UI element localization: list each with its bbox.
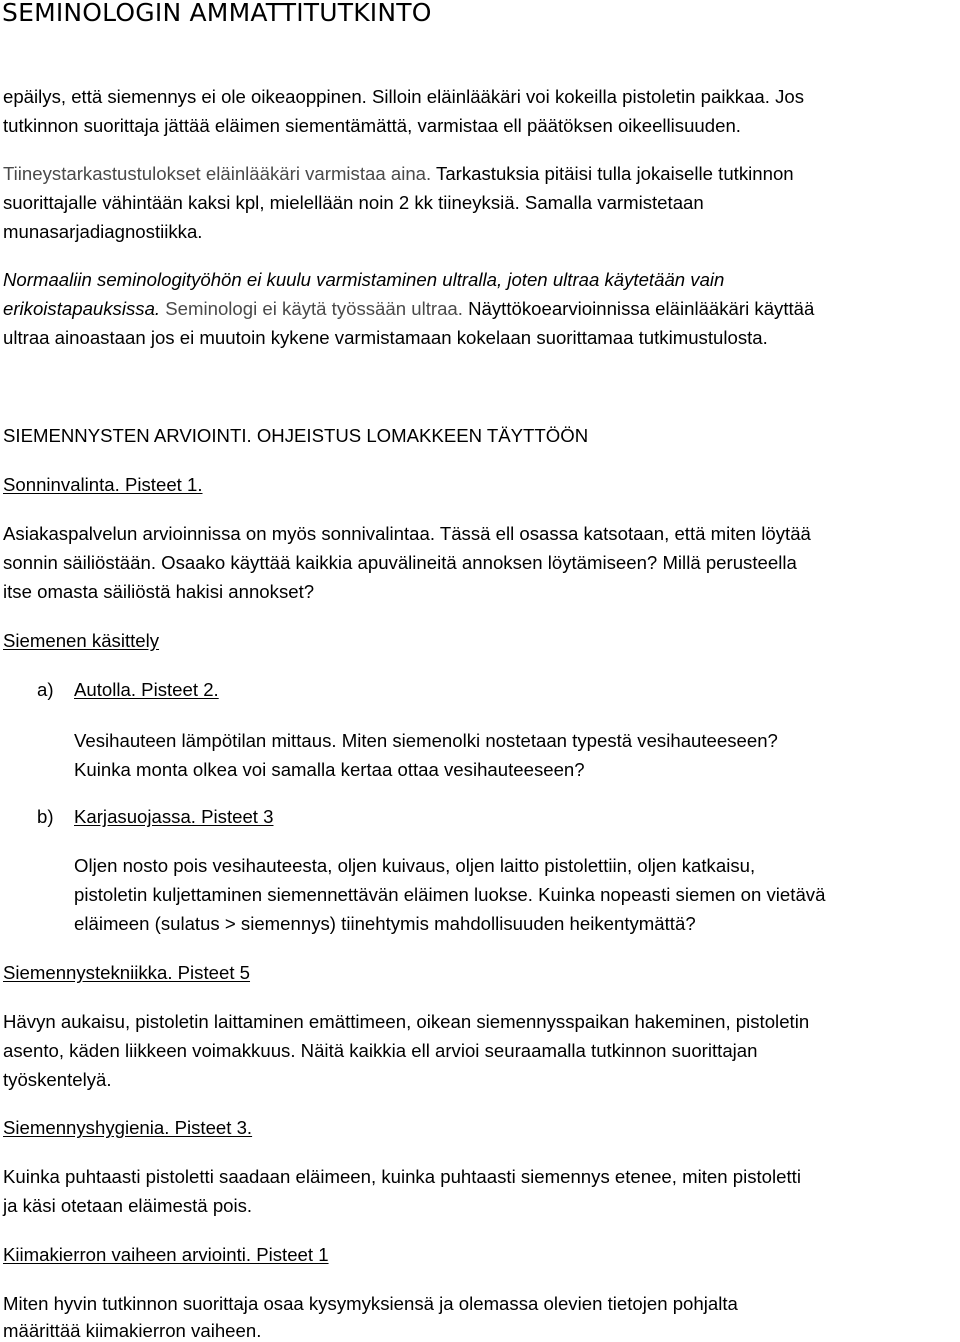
karjasuojassa-line-2: pistoletin kuljettaminen siemennettävän eläimen luokse. Kuinka nopeasti siemen on vietävä bbox=[74, 884, 826, 905]
sonninvalinta-line-1: Asiakaspalvelun arvioinnissa on myös sonnivalintaa. Tässä ell osassa katsotaan, että miten löytää bbox=[3, 523, 811, 544]
karjasuojassa-line-1: Oljen nosto pois vesihauteesta, oljen kuivaus, oljen laitto pistolettiin, oljen katkaisu, bbox=[74, 855, 756, 876]
siemennystekniikka-heading: Siemennystekniikka. Pisteet 5 bbox=[3, 962, 251, 983]
siemennystekniikka-line-1: Hävyn aukaisu, pistoletin laittaminen emättimeen, oikean siemennysspaikan hakeminen, pistoletin bbox=[3, 1011, 810, 1032]
sonninvalinta-line-3: itse omasta säiliöstä hakisi annokset? bbox=[3, 581, 315, 602]
intro-p2-line-1 bbox=[3, 163, 794, 185]
section-heading: SIEMENNYSTEN ARVIOINTI. OHJEISTUS LOMAKKEEN TÄYTTÖÖN bbox=[3, 425, 589, 446]
intro-p2-line-1b: Tarkastuksia pitäisi tulla jokaiselle tutkinnon bbox=[431, 163, 794, 184]
intro-p1-line-2: tutkinnon suorittaja jättää eläimen siementämättä, varmistaa ell päätöksen oikeellisuuden. bbox=[3, 115, 741, 136]
kiimakierto-heading: Kiimakierron vaiheen arviointi. Pisteet 1 bbox=[3, 1244, 329, 1265]
karjasuojassa-line-3: eläimeen (sulatus > siemennys) tiinehtymis mahdollisuuden heikentymättä? bbox=[74, 913, 696, 934]
siemennyshygienia-heading: Siemennyshygienia. Pisteet 3. bbox=[3, 1117, 253, 1138]
siemennyshygienia-line-2: ja käsi otetaan eläimestä pois. bbox=[3, 1195, 253, 1216]
autolla-line-1: Vesihauteen lämpötilan mittaus. Miten siemenolki nostetaan typestä vesihauteeseen? bbox=[74, 730, 778, 751]
intro-p2-line-2 bbox=[3, 192, 704, 214]
intro-p2-line-3: munasarjadiagnostiikka. bbox=[3, 221, 203, 242]
intro-p2-line-2a: suorittajalle vähintään kaksi kpl, mielellään noin 2 kk tiineyksiä. bbox=[3, 192, 520, 213]
intro-p2-line-1a: Tiineystarkastustulokset eläinlääkäri varmistaa aina. bbox=[3, 163, 432, 184]
list-marker-b: b) bbox=[37, 806, 54, 827]
intro-p1-line-1: epäilys, että siemennys ei ole oikeaoppinen. Silloin eläinlääkäri voi kokeilla pistoletin paikkaa. Jos bbox=[3, 86, 805, 107]
intro-p3-line-2c: Näyttökoearvioinnissa eläinlääkäri käyttää bbox=[462, 298, 815, 319]
sonninvalinta-heading: Sonninvalinta. Pisteet 1. bbox=[3, 474, 203, 495]
list-marker-a: a) bbox=[37, 679, 54, 700]
karjasuojassa-heading: Karjasuojassa. Pisteet 3 bbox=[74, 806, 274, 827]
autolla-line-2: Kuinka monta olkea voi samalla kertaa ottaa vesihauteeseen? bbox=[74, 759, 585, 780]
siemenen-kasittely-heading: Siemenen käsittely bbox=[3, 630, 160, 651]
intro-p3-line-2 bbox=[3, 298, 814, 320]
autolla-heading: Autolla. Pisteet 2. bbox=[74, 679, 219, 700]
intro-p3-line-3: ultraa ainoastaan jos ei muutoin kykene varmistamaan kokelaan suorittamaa tutkimustulosta. bbox=[3, 327, 768, 348]
intro-p3-line-2b: Seminologi ei käytä työssään ultraa. bbox=[160, 298, 463, 319]
kiimakierto-line-1: Miten hyvin tutkinnon suorittaja osaa kysymyksiensä ja olemassa olevien tietojen pohjalta bbox=[3, 1293, 738, 1314]
document-title: SEMINOLOGIN AMMATTITUTKINTO bbox=[2, 0, 432, 27]
siemennyshygienia-line-1: Kuinka puhtaasti pistoletti saadaan eläimeen, kuinka puhtaasti siemennys etenee, miten pistoletti bbox=[3, 1166, 801, 1187]
kiimakierto-line-2: määrittää kiimakierron vaiheen. bbox=[3, 1320, 262, 1341]
intro-p3-line-2a: erikoistapauksissa. bbox=[3, 298, 161, 319]
siemennystekniikka-line-2: asento, käden liikkeen voimakkuus. Näitä kaikkia ell arvioi seuraamalla tutkinnon suorittajan bbox=[3, 1040, 758, 1061]
siemennystekniikka-line-3: työskentelyä. bbox=[3, 1069, 112, 1090]
sonninvalinta-line-2: sonnin säiliöstään. Osaako käyttää kaikkia apuvälineitä annoksen löytämiseen? Millä perusteella bbox=[3, 552, 797, 573]
intro-p3-line-1: Normaaliin seminologityöhön ei kuulu varmistaminen ultralla, joten ultraa käytetään vain bbox=[3, 269, 725, 290]
intro-p2-line-2b: Samalla varmistetaan bbox=[519, 192, 704, 213]
